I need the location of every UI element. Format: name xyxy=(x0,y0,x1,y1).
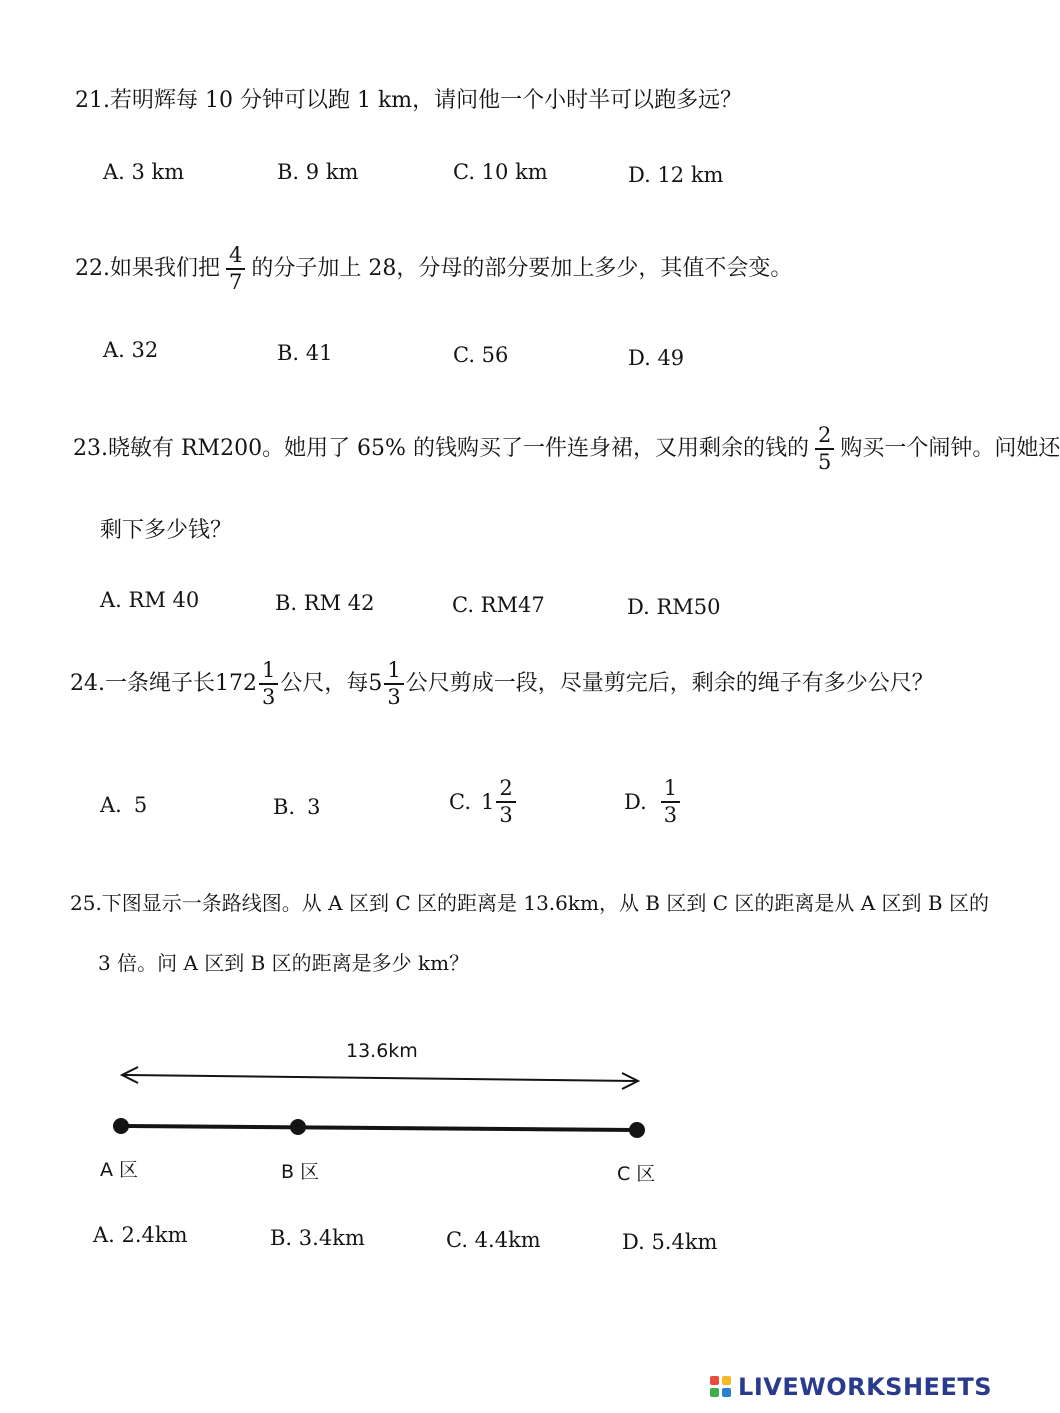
point-a-marker xyxy=(113,1118,129,1134)
fraction-numerator: 2 xyxy=(817,423,832,447)
option-label: B. xyxy=(273,795,296,819)
question-23-line2: 剩下多少钱？ xyxy=(100,518,233,543)
fraction-numerator: 1 xyxy=(387,658,401,682)
q21-option-a[interactable]: A. 3 km xyxy=(103,160,185,184)
question-24-prefix: 24.一条绳子长172 xyxy=(70,671,257,696)
question-24-suffix: 公尺剪成一段，尽量剪完后，剩余的绳子有多少公尺？ xyxy=(405,671,934,696)
q25-option-b[interactable]: B. 3.4km xyxy=(270,1226,365,1250)
question-22-suffix: 的分子加上 28，分母的部分要加上多少，其值不会变。 xyxy=(251,256,793,281)
fraction-denominator: 5 xyxy=(815,448,834,473)
q22-option-a[interactable]: A. 32 xyxy=(103,338,159,362)
question-23-prefix: 23.晓敏有 RM200。她用了 65% 的钱购买了一件连身裙，又用剩余的钱的 xyxy=(73,436,809,461)
option-label: A. xyxy=(100,793,122,817)
q25-option-a[interactable]: A. 2.4km xyxy=(93,1223,188,1247)
q22-option-c[interactable]: C. 56 xyxy=(453,343,509,367)
distance-label: 13.6km xyxy=(346,1040,418,1062)
logo-text: LIVEWORKSHEETS xyxy=(738,1373,992,1401)
distance-arrow xyxy=(122,1067,638,1089)
option-label: D. xyxy=(624,789,647,814)
fraction-numerator: 1 xyxy=(663,776,678,800)
question-23-suffix: 购买一个闹钟。问她还 xyxy=(840,436,1060,461)
q23-option-c[interactable]: C. RM47 xyxy=(452,593,545,617)
question-25-line2: 3 倍。问 A 区到 B 区的距离是多少 km？ xyxy=(98,951,470,975)
point-b-label: B 区 xyxy=(281,1161,320,1183)
point-b-marker xyxy=(290,1119,306,1135)
point-c-label: C 区 xyxy=(617,1163,656,1185)
fraction-numerator: 1 xyxy=(261,658,276,682)
fraction-denominator: 3 xyxy=(259,683,278,708)
option-whole: 1 xyxy=(481,789,495,814)
q21-option-b[interactable]: B. 9 km xyxy=(277,160,359,184)
question-22-prefix: 22.如果我们把 xyxy=(75,256,220,281)
point-a-label: A 区 xyxy=(100,1159,139,1181)
question-24-mid: 公尺，每5 xyxy=(280,671,383,696)
q23-option-d[interactable]: D. RM50 xyxy=(627,595,721,619)
fraction-numerator: 4 xyxy=(229,243,243,267)
liveworksheets-logo[interactable] xyxy=(710,1373,992,1401)
point-c-marker xyxy=(629,1122,645,1138)
q25-option-c[interactable]: C. 4.4km xyxy=(446,1228,541,1252)
option-value: 3 xyxy=(307,795,321,819)
q23-option-b[interactable]: B. RM 42 xyxy=(275,591,375,615)
fraction-denominator: 3 xyxy=(496,801,515,826)
option-label: C. xyxy=(449,789,471,814)
fraction-numerator: 2 xyxy=(499,776,513,800)
fraction-denominator: 7 xyxy=(226,268,245,293)
option-value: 5 xyxy=(133,793,148,817)
q23-option-a[interactable]: A. RM 40 xyxy=(100,588,200,612)
q22-option-d[interactable]: D. 49 xyxy=(628,346,685,370)
q21-option-c[interactable]: C. 10 km xyxy=(453,160,548,184)
fraction-denominator: 3 xyxy=(384,683,403,708)
question-25: 25.下图显示一条路线图。从 A 区到 C 区的距离是 13.6km，从 B 区到 C 区的距离是从 A 区到 B 区的 xyxy=(70,891,989,915)
route-line xyxy=(121,1126,637,1130)
q21-option-d[interactable]: D. 12 km xyxy=(628,163,724,187)
logo-icon xyxy=(710,1376,732,1398)
q25-option-d[interactable]: D. 5.4km xyxy=(622,1230,718,1254)
question-21-text: 21.若明辉每 10 分钟可以跑 1 km，请问他一个小时半可以跑多远？ xyxy=(75,88,743,113)
fraction-denominator: 3 xyxy=(661,801,680,826)
q22-option-b[interactable]: B. 41 xyxy=(277,341,333,365)
